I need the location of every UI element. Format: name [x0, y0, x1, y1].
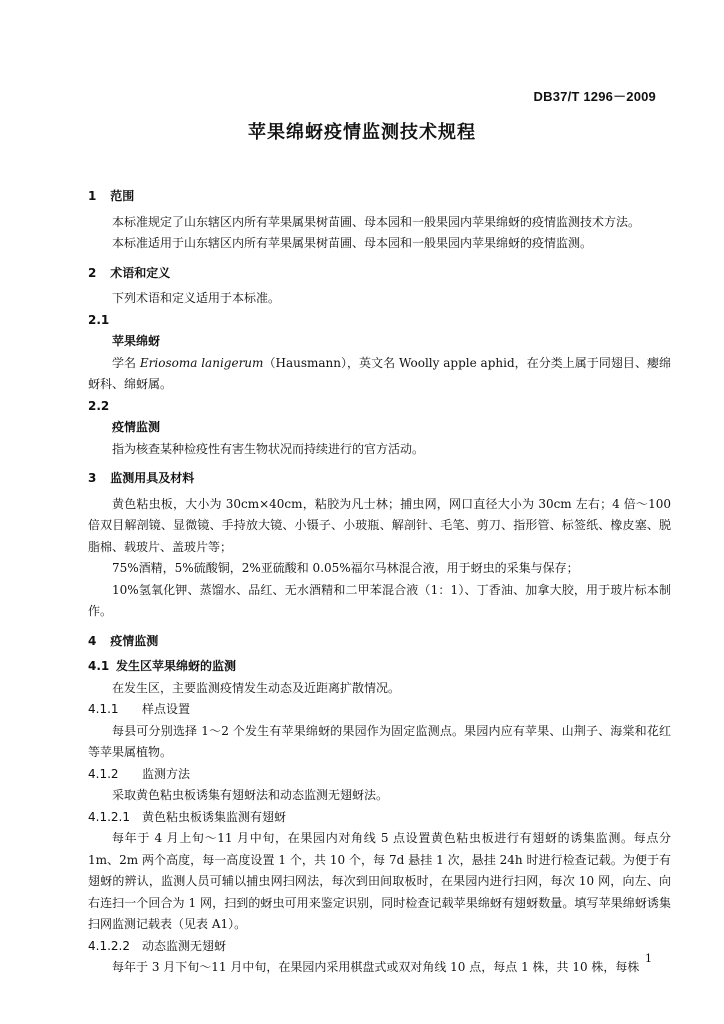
term-2-1-number: 2.1 [88, 312, 110, 327]
section-3-paragraph-1: 黄色粘虫板，大小为 30cm×40cm，粘胶为凡士林；捕虫网，网口直径大小为 30cm 左右；4 倍～100 倍双目解剖镜、显微镜、手持放大镜、小镊子、小玻瓶、解剖针、毛笔、剪刀、指形管、标签纸、橡皮塞、脱脂棉、载玻片、盖玻片等； [88, 496, 671, 554]
section-1-paragraph-1: 本标准规定了山东辖区内所有苹果属果树苗圃、母本园和一般果园内苹果绵蚜的疫情监测技术方法。 [112, 214, 641, 229]
term-2-2-name: 疫情监测 [112, 420, 161, 434]
section-4-1-2-heading: 4.1.2 监测方法 [88, 766, 191, 781]
section-1-paragraph-2: 本标准适用于山东辖区内所有苹果属果树苗圃、母本园和一般果园内苹果绵蚜的疫情监测。 [112, 236, 593, 250]
term-2-1-definition: 学名 Eriosoma lanigerum（Hausmann），英文名 Woolly apple aphid，在分类上属于同翅目、瘿绵蚜科、绵蚜属。 [88, 355, 671, 391]
term-2-2-number: 2.2 [88, 398, 110, 413]
document-number: DB37/T 1296－2009 [533, 89, 656, 104]
section-4-1-2-2-paragraph: 每年于 3 月下旬～11 月中旬，在果园内采用棋盘式或双对角线 10 点，每点 1 株，共 10 株，每株 [112, 960, 640, 974]
section-4-1-2-2-heading: 4.1.2.2 动态监测无翅蚜 [88, 938, 227, 953]
section-4-1-paragraph: 在发生区，主要监测疫情发生动态及近距离扩散情况。 [112, 680, 401, 695]
document-body [88, 178, 671, 979]
section-2-intro: 下列术语和定义适用于本标准。 [112, 291, 281, 305]
section-3-heading: 3 监测用具及材料 [88, 471, 195, 485]
section-1-heading: 1 范围 [88, 189, 135, 203]
document-title: 苹果绵蚜疫情监测技术规程 [248, 122, 476, 143]
latin-name: Eriosoma lanigerum [139, 355, 264, 370]
section-3-paragraph-2: 75%酒精，5%硫酸铜，2%亚硫酸和 0.05%福尔马林混合液，用于蚜虫的采集与保存； [112, 561, 579, 575]
section-4-1-1-paragraph: 每县可分别选择 1～2 个发生有苹果绵蚜的果园作为固定监测点。果园内应有苹果、山荆子、海棠和花红等苹果属植物。 [88, 723, 671, 759]
section-4-heading: 4 疫情监测 [88, 633, 159, 648]
section-4-1-2-1-paragraph: 每年于 4 月上旬～11 月中旬，在果园内对角线 5 点设置黄色粘虫板进行有翅蚜的诱集监测。每点分 1m、2m 两个高度，每一高度设置 1 个，共 10 个，每 7d 悬挂 1 次，悬挂 24h 时进行检查记载。为便于有翅蚜的辨认，监测人员可辅以捕虫网扫网法，每次到田间取板时，在果园内进行扫网，每次 10 网，向左、向右连扫一个回合为 1 网，扫到的蚜虫可用来鉴定识别，同时检查记载苹果绵蚜有翅蚜数量。填写苹果绵蚜诱集扫网监测记载表（见表 A1）。 [88, 831, 671, 931]
term-2-1-name: 苹果绵蚜 [112, 334, 161, 348]
section-3-paragraph-3: 10%氢氧化钾、蒸馏水、品红、无水酒精和二甲苯混合液（1：1）、丁香油、加拿大胶，用于玻片标本制作。 [88, 582, 671, 618]
section-4-1-1-heading: 4.1.1 样点设置 [88, 702, 191, 716]
term-2-2-definition: 指为核查某种检疫性有害生物状况而持续进行的官方活动。 [112, 441, 425, 456]
section-4-1-2-paragraph: 采取黄色粘虫板诱集有翅蚜法和动态监测无翅蚜法。 [112, 788, 389, 802]
page-number: 1 [645, 952, 652, 965]
section-2-heading: 2 术语和定义 [88, 265, 171, 280]
section-4-1-heading: 4.1 发生区苹果绵蚜的监测 [88, 659, 237, 673]
section-4-1-2-1-heading: 4.1.2.1 黄色粘虫板诱集监测有翅蚜 [88, 809, 287, 824]
